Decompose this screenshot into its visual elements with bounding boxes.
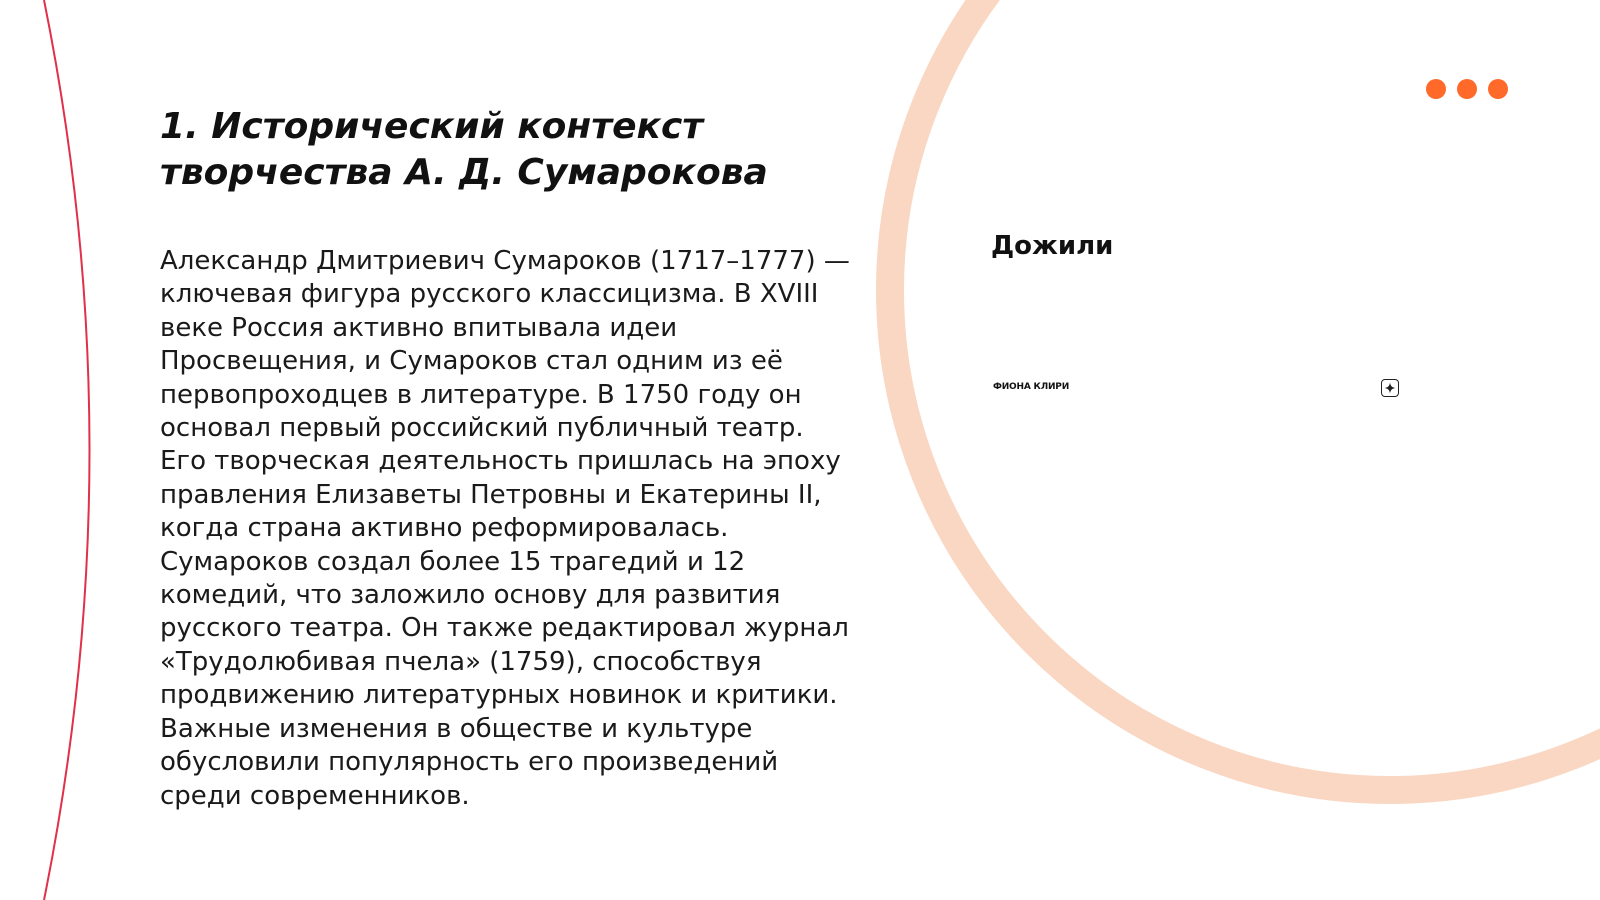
left-curve-line xyxy=(44,0,90,900)
expand-button[interactable] xyxy=(1381,379,1399,397)
dot-icon xyxy=(1488,79,1508,99)
embedded-card[interactable] xyxy=(955,200,1435,460)
dot-icon xyxy=(1457,79,1477,99)
card-heading: Дожили xyxy=(991,231,1114,261)
dot-icon xyxy=(1426,79,1446,99)
dots-indicator xyxy=(1426,79,1508,99)
card-caption: ФИОНА КЛИРИ xyxy=(993,382,1070,392)
slide-body-text: Александр Дмитриевич Сумароков (1717–1777) — ключевая фигура русского классицизма. В XVIII веке Россия активно впитывала идеи Просвещения, и Сумароков стал одним из её первопроходцев в литературе. В 1750 году он основал первый российский публичный театр. Его творческая деятельность пришлась на эпоху правления Елизаветы Петровны и Екатерины II, когда страна активно реформировалась. Сумароков создал более 15 трагедий и 12 комедий, что заложило основу для развития русского театра. Он также редактировал журнал «Трудолюбивая пчела» (1759), способствуя продвижению литературных новинок и критики. Важные изменения в обществе и культуре обусловили популярность его произведений среди современников. xyxy=(160,246,850,811)
sparkle-plus-icon xyxy=(1384,382,1396,394)
slide-title: 1. Исторический контекст творчества А. Д. Сумарокова xyxy=(160,106,768,193)
